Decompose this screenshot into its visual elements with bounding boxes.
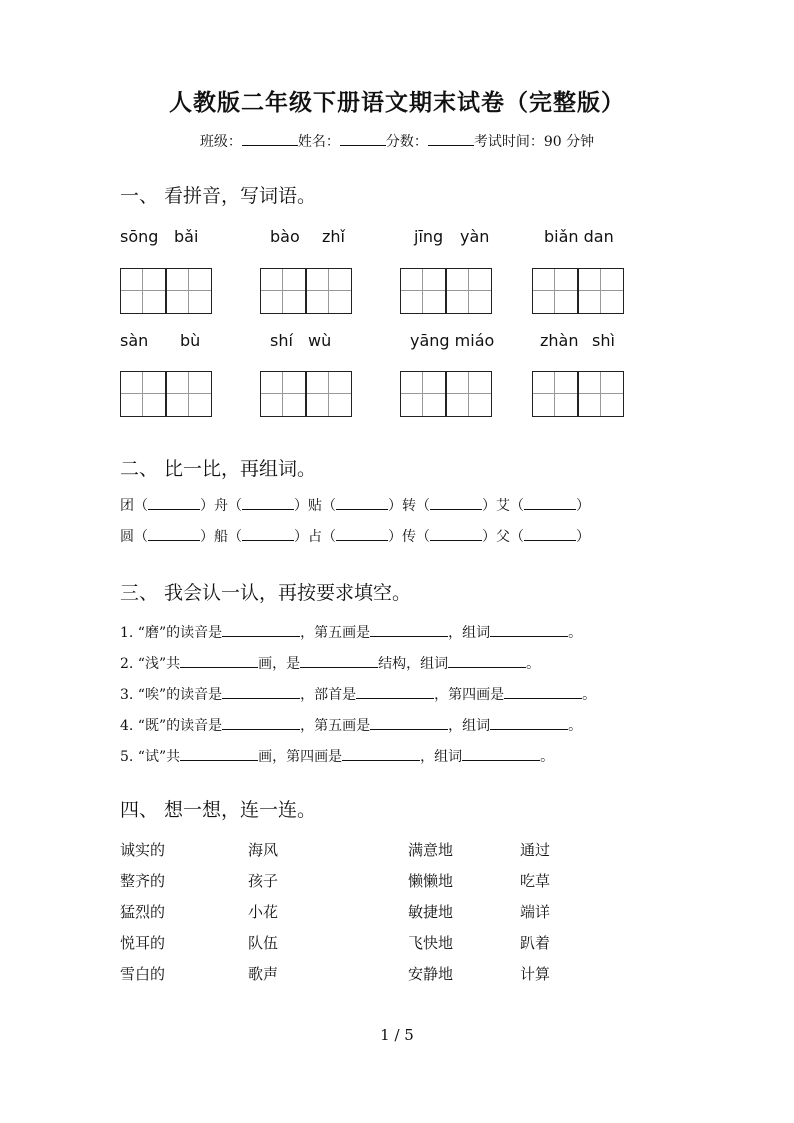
answer-blank[interactable] (504, 684, 582, 699)
pinyin: biǎn dan (544, 227, 614, 246)
answer-blank[interactable] (430, 526, 482, 541)
writing-grid[interactable] (260, 371, 352, 417)
match-item[interactable]: 端详 (520, 903, 551, 921)
match-item[interactable]: 满意地 (408, 841, 454, 859)
answer-blank[interactable] (336, 495, 388, 510)
exam-info (0, 131, 794, 151)
match-item[interactable]: 吃草 (520, 872, 551, 890)
match-item[interactable]: 雪白的 (120, 965, 166, 983)
answer-blank[interactable] (180, 653, 258, 668)
section3-heading: 三、 我会认一认，再按要求填空。 (120, 582, 412, 604)
answer-blank[interactable] (448, 653, 526, 668)
pinyin: shí (270, 331, 293, 350)
char: 团 (120, 498, 134, 514)
char: 圆 (120, 529, 134, 545)
writing-grid[interactable] (260, 268, 352, 314)
answer-blank[interactable] (524, 526, 576, 541)
match-item[interactable]: 悦耳的 (120, 934, 166, 952)
writing-grid[interactable] (532, 371, 624, 417)
answer-blank[interactable] (370, 715, 448, 730)
answer-blank[interactable] (356, 684, 434, 699)
pinyin: bǎi (174, 227, 199, 246)
char: 传 (402, 529, 416, 545)
match-item[interactable]: 歌声 (248, 965, 279, 983)
writing-grid[interactable] (120, 268, 212, 314)
section2-heading: 二、 比一比，再组词。 (120, 458, 317, 480)
question-4: 4. “既”的读音是 ，第五画是 ，组词 。 (120, 715, 582, 735)
section1-heading: 一、 看拼音，写词语。 (120, 185, 317, 207)
char: 父 (496, 529, 510, 545)
match-item[interactable]: 整齐的 (120, 872, 166, 890)
name-label: 姓名： (297, 134, 340, 150)
pinyin: shì (592, 331, 615, 350)
score-blank[interactable] (428, 131, 474, 146)
answer-blank[interactable] (148, 526, 200, 541)
section4-heading: 四、 想一想，连一连。 (120, 799, 317, 821)
time-label: 考试时间：90 分钟 (473, 134, 595, 150)
answer-blank[interactable] (490, 622, 568, 637)
pinyin: yàn (460, 227, 490, 246)
match-item[interactable]: 小花 (248, 903, 279, 921)
compare-row-2: 圆（ ）船（ ）占（ ）传（ ）父（ ） (120, 526, 590, 546)
char: 占 (308, 529, 322, 545)
char: 舟 (214, 498, 228, 514)
answer-blank[interactable] (222, 622, 300, 637)
pinyin: zhǐ (322, 227, 345, 246)
pinyin: sōng (120, 227, 159, 246)
match-item[interactable]: 敏捷地 (408, 903, 454, 921)
pinyin: wù (308, 331, 332, 350)
match-item[interactable]: 懒懒地 (408, 872, 454, 890)
match-item[interactable]: 计算 (520, 965, 551, 983)
answer-blank[interactable] (524, 495, 576, 510)
match-item[interactable]: 队伍 (248, 934, 279, 952)
question-5: 5. “试”共 画，第四画是 ，组词 。 (120, 746, 554, 766)
answer-blank[interactable] (180, 746, 258, 761)
answer-blank[interactable] (370, 622, 448, 637)
answer-blank[interactable] (430, 495, 482, 510)
match-item[interactable]: 诚实的 (120, 841, 166, 859)
writing-grid[interactable] (400, 268, 492, 314)
pinyin: bù (180, 331, 201, 350)
answer-blank[interactable] (300, 653, 378, 668)
answer-blank[interactable] (342, 746, 420, 761)
pinyin: yāng miáo (410, 331, 495, 350)
score-label: 分数： (385, 134, 428, 150)
writing-grid[interactable] (120, 371, 212, 417)
match-item[interactable]: 通过 (520, 841, 551, 859)
compare-row-1: 团（ ）舟（ ）贴（ ）转（ ）艾（ ） (120, 495, 590, 515)
question-3: 3. “唉”的读音是 ，部首是 ，第四画是 。 (120, 684, 596, 704)
writing-grid[interactable] (400, 371, 492, 417)
answer-blank[interactable] (462, 746, 540, 761)
pinyin: jīng (414, 227, 444, 246)
writing-grid[interactable] (532, 268, 624, 314)
answer-blank[interactable] (336, 526, 388, 541)
answer-blank[interactable] (242, 495, 294, 510)
match-item[interactable]: 孩子 (248, 872, 279, 890)
answer-blank[interactable] (242, 526, 294, 541)
match-item[interactable]: 海风 (248, 841, 279, 859)
char: 艾 (496, 498, 510, 514)
char: 转 (402, 498, 416, 514)
char: 贴 (308, 498, 322, 514)
pinyin: sàn (120, 331, 149, 350)
match-item[interactable]: 安静地 (408, 965, 454, 983)
class-label: 班级： (199, 134, 242, 150)
match-item[interactable]: 趴着 (520, 934, 551, 952)
question-1: 1. “磨”的读音是 ，第五画是 ，组词 。 (120, 622, 582, 642)
pinyin: zhàn (540, 331, 579, 350)
answer-blank[interactable] (490, 715, 568, 730)
answer-blank[interactable] (222, 715, 300, 730)
page-number: 1 / 5 (380, 1026, 414, 1044)
pinyin: bào (270, 227, 300, 246)
page-title: 人教版二年级下册语文期末试卷（完整版） (169, 89, 625, 116)
match-item[interactable]: 飞快地 (408, 934, 454, 952)
name-blank[interactable] (340, 131, 386, 146)
answer-blank[interactable] (222, 684, 300, 699)
char: 船 (214, 529, 228, 545)
answer-blank[interactable] (148, 495, 200, 510)
match-item[interactable]: 猛烈的 (120, 903, 166, 921)
class-blank[interactable] (242, 131, 298, 146)
question-2: 2. “浅”共 画，是 结构，组词 。 (120, 653, 540, 673)
